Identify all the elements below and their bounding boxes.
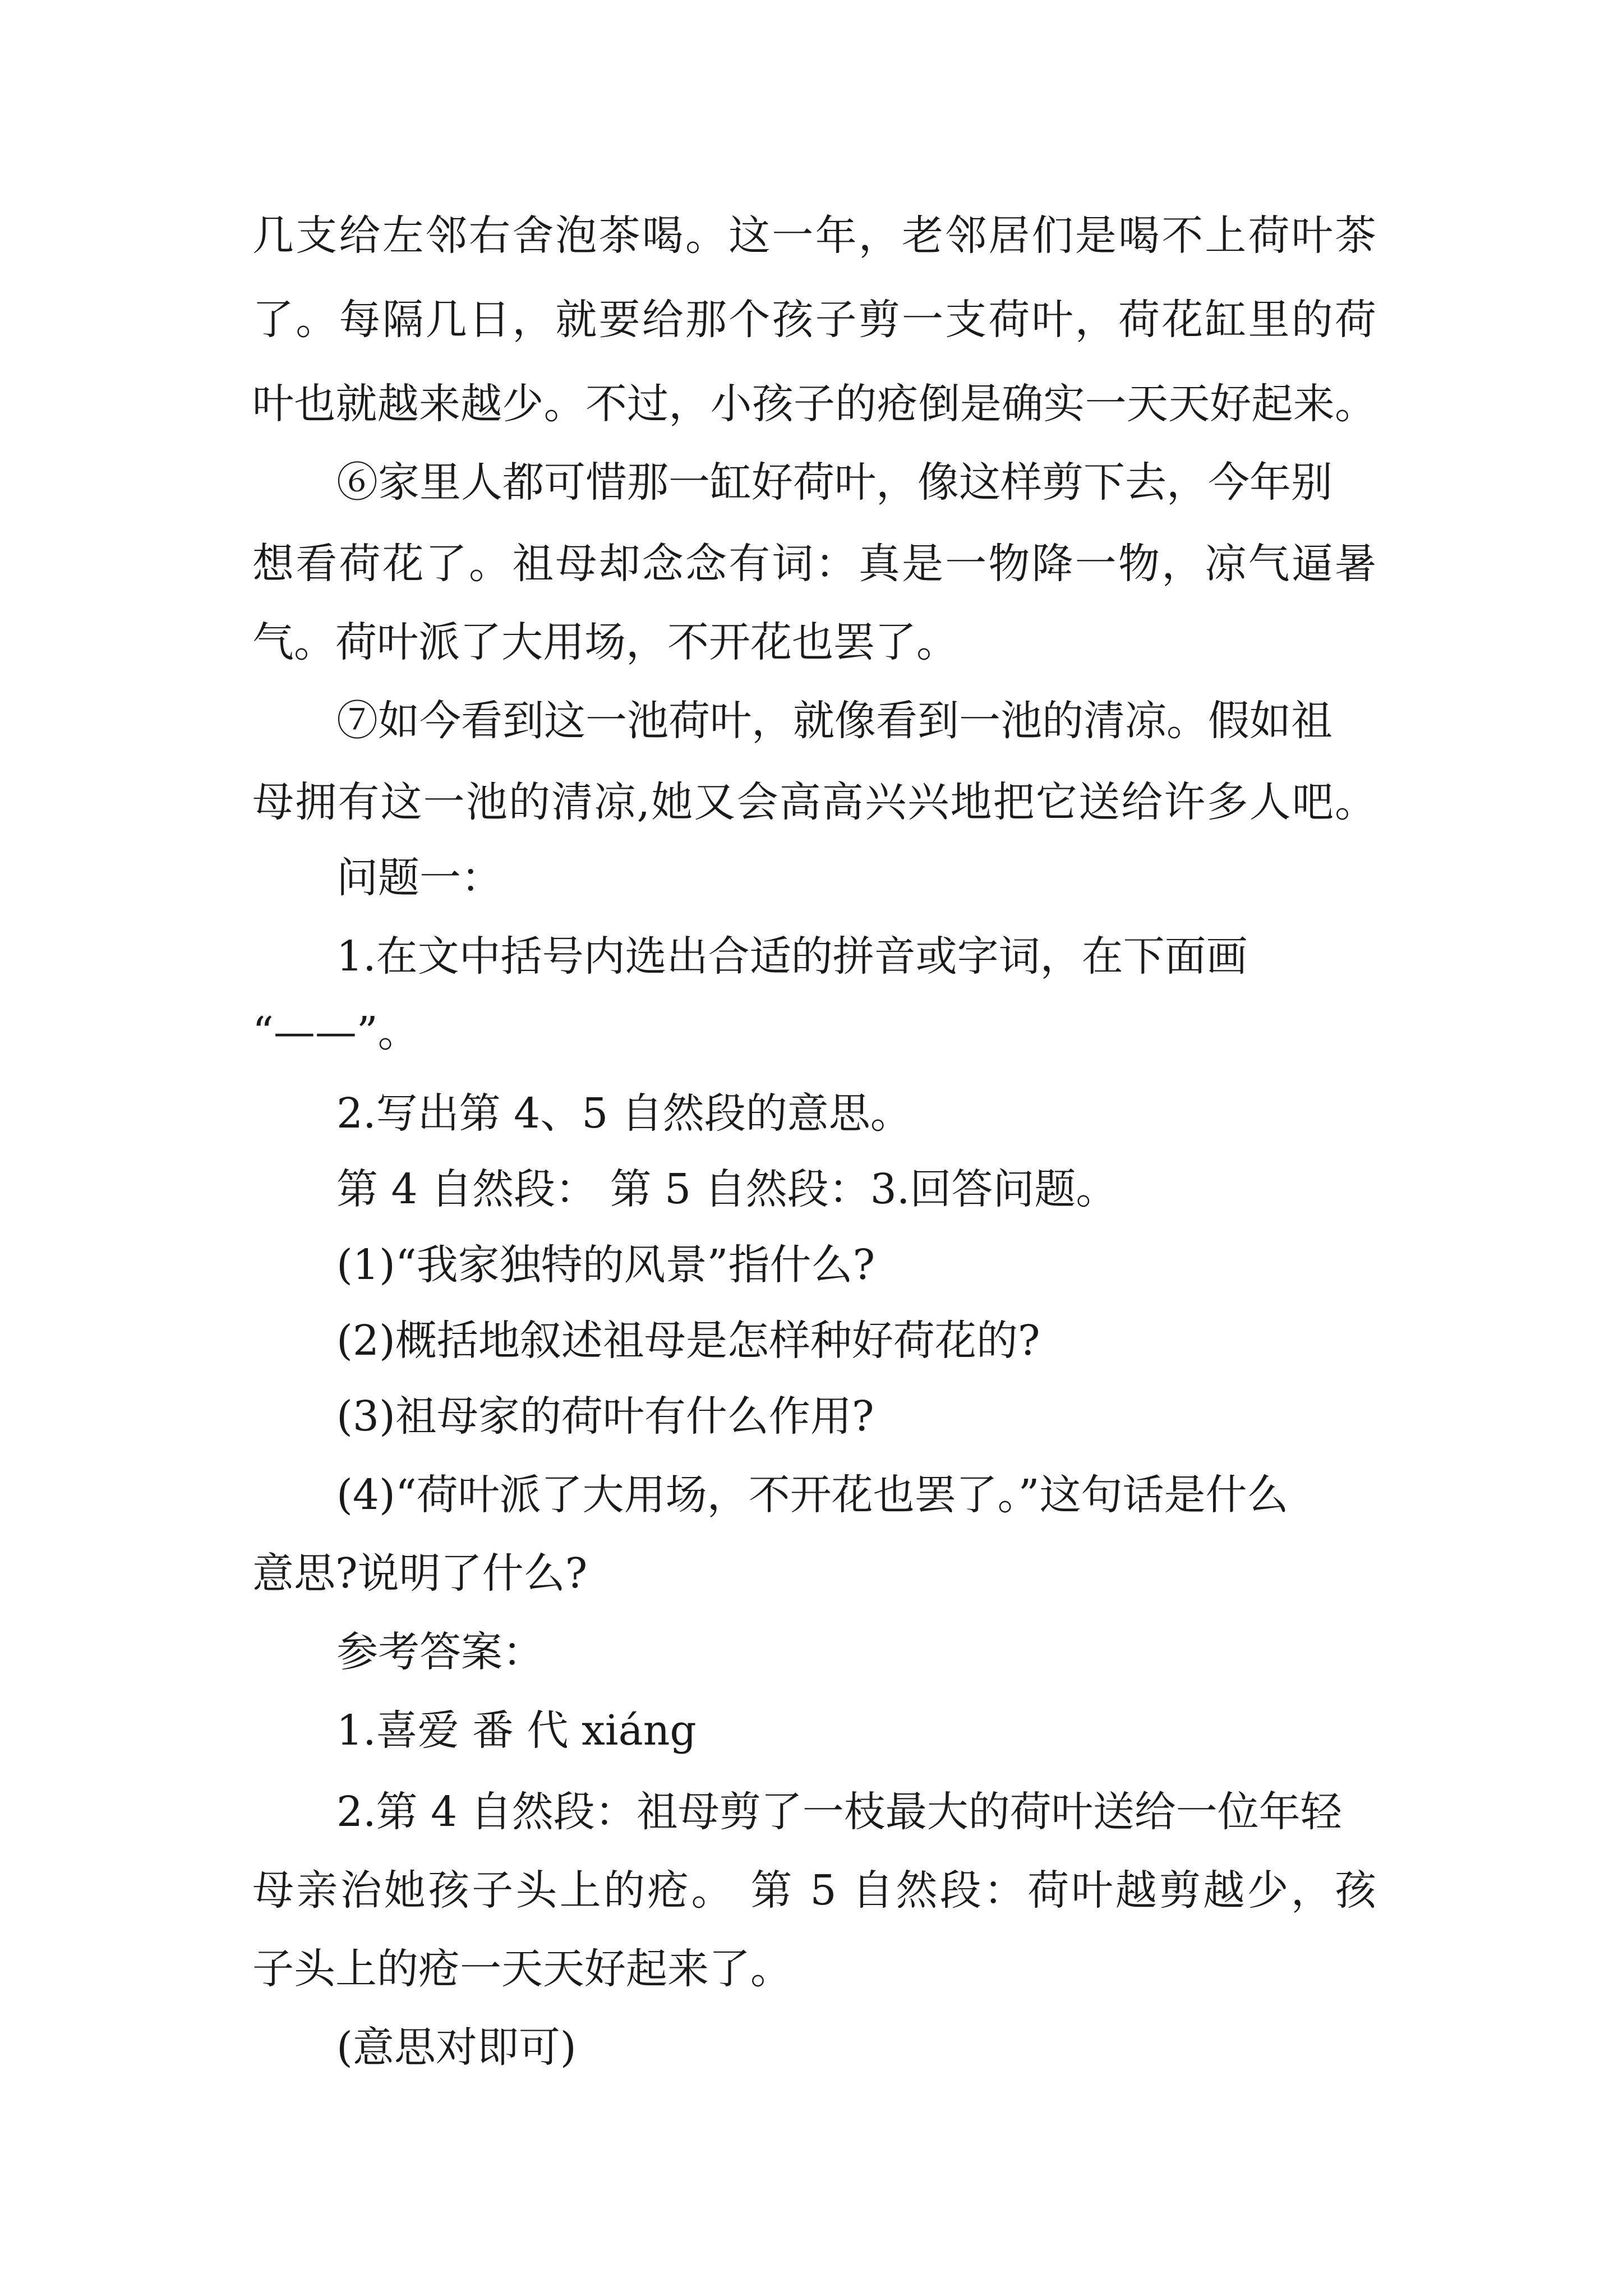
question-2-answer-and-question-3: 第 4 自然段： 第 5 自然段：3.回答问题。	[336, 1165, 1118, 1213]
question-1-line-2: “——”。	[252, 1008, 419, 1056]
text-line-3: 叶也就越来越少。不过，小孩子的疮倒是确实一天天好起来。	[252, 380, 1376, 428]
question-heading: 问题一：	[336, 854, 502, 902]
paragraph-7-line-1: ⑦如今看到这一池荷叶，就像看到一池的清凉。假如祖	[336, 697, 1332, 745]
paragraph-6-line-1: ⑥家里人都可惜那一缸好荷叶，像这样剪下去，今年别	[336, 458, 1332, 507]
text-line-2: 了。每隔几日，就要给那个孩子剪一支荷叶，荷花缸里的荷	[252, 296, 1376, 344]
answer-2-line-2: 母亲治她孩子头上的疮。 第 5 自然段：荷叶越剪越少，孩	[252, 1866, 1376, 1915]
answer-2-line-1: 2.第 4 自然段：祖母剪了一枝最大的荷叶送给一位年轻	[336, 1788, 1342, 1836]
answer-heading: 参考答案：	[336, 1628, 544, 1676]
text-line-1: 几支给左邻右舍泡茶喝。这一年，老邻居们是喝不上荷叶茶	[252, 211, 1376, 260]
answer-note: (意思对即可)	[336, 2023, 577, 2072]
answer-2-line-3: 子头上的疮一天天好起来了。	[252, 1945, 792, 1993]
question-3-item-4-line-2: 意思?说明了什么?	[252, 1549, 588, 1598]
question-3-item-1: (1)“我家独特的风景”指什么?	[336, 1241, 875, 1289]
paragraph-6-line-3: 气。荷叶派了大用场，不开花也罢了。	[252, 618, 958, 666]
question-3-item-4-line-1: (4)“荷叶派了大用场，不开花也罢了。”这句话是什么	[336, 1471, 1289, 1519]
question-1-line-1: 1.在文中括号内选出合适的拼音或字词，在下面画	[336, 932, 1248, 981]
question-2: 2.写出第 4、5 自然段的意思。	[336, 1089, 912, 1138]
question-3-item-2: (2)概括地叙述祖母是怎样种好荷花的?	[336, 1317, 1040, 1365]
question-3-item-3: (3)祖母家的荷叶有什么作用?	[336, 1392, 874, 1441]
paragraph-7-line-2: 母拥有这一池的清凉,她又会高高兴兴地把它送给许多人吧。	[252, 778, 1376, 826]
paragraph-6-line-2: 想看荷花了。祖母却念念有词：真是一物降一物，凉气逼暑	[252, 540, 1376, 588]
answer-1: 1.喜爱 番 代 xiáng	[336, 1706, 697, 1755]
